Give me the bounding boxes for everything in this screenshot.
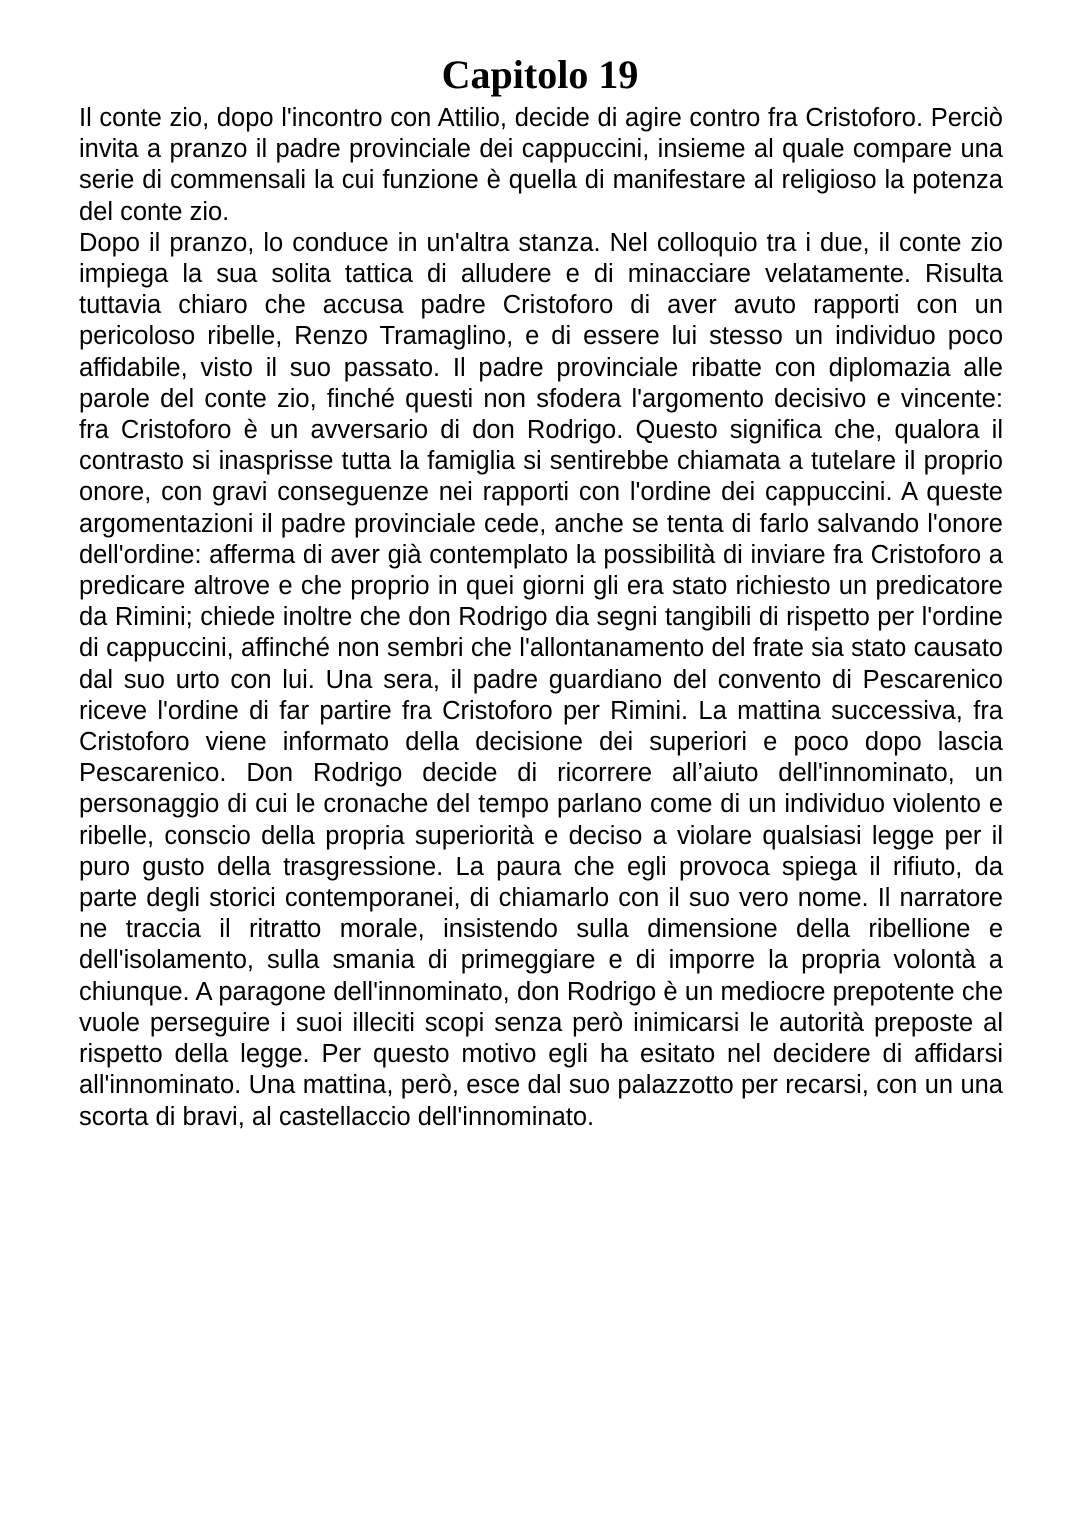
- chapter-body: [79, 103, 1003, 1133]
- chapter-title: Capitolo 19: [441, 52, 639, 97]
- paragraph: Dopo il pranzo, lo conduce in un'altra stanza. Nel colloquio tra i due, il conte zio impiega la sua solita tattica di alludere e di minacciare velatamente. Risulta tuttavia chiaro che accusa padre Cristoforo di aver avuto rapporti con un pericoloso ribelle, Renzo Tramaglino, e di essere lui stesso un individuo poco affidabile, visto il suo passato. Il padre provinciale ribatte con diplomazia alle parole del conte zio, finché questi non sfodera l'argomento decisivo e vincente: fra Cristoforo è un avversario di don Rodrigo. Questo significa che, qualora il contrasto si inasprisse tutta la famiglia si sentirebbe chiamata a tutelare il proprio onore, con gravi conseguenze nei rapporti con l'ordine dei cappuccini. A queste argomentazioni il padre provinciale cede, anche se tenta di farlo salvando l'onore dell'ordine: afferma di aver già contemplato la possibilità di inviare fra Cristoforo a predicare altrove e che proprio in quei giorni gli era stato richiesto un predicatore da Rimini; chiede inoltre che don Rodrigo dia segni tangibili di rispetto per l'ordine di cappuccini, affinché non sembri che l'allontanamento del frate sia stato causato dal suo urto con lui. Una sera, il padre guardiano del convento di Pescarenico riceve l'ordine di far partire fra Cristoforo per Rimini. La mattina successiva, fra Cristoforo viene informato della decisione dei superiori e poco dopo lascia Pescarenico. Don Rodrigo decide di ricorrere all’aiuto dell'innominato, un personaggio di cui le cronache del tempo parlano come di un individuo violento e ribelle, conscio della propria superiorità e deciso a violare qualsiasi legge per il puro gusto della trasgressione. La paura che egli provoca spiega il rifiuto, da parte degli storici contemporanei, di chiamarlo con il suo vero nome. Il narratore ne traccia il ritratto morale, insistendo sulla dimensione della ribellione e dell'isolamento, sulla smania di primeggiare e di imporre la propria volontà a chiunque. A paragone dell'innominato, don Rodrigo è un mediocre prepotente che vuole perseguire i suoi illeciti scopi senza però inimicarsi le autorità preposte al rispetto della legge. Per questo motivo egli ha esitato nel decidere di affidarsi all'innominato. Una mattina, però, esce dal suo palazzotto per recarsi, con un una scorta di bravi, al castellaccio dell'innominato.: [79, 228, 1003, 1131]
- paragraph: Il conte zio, dopo l'incontro con Attilio, decide di agire contro fra Cristoforo. Perciò invita a pranzo il padre provinciale dei cappuccini, insieme al quale compare una serie di commensali la cui funzione è quella di manifestare al religioso la potenza del conte zio.: [79, 104, 1003, 226]
